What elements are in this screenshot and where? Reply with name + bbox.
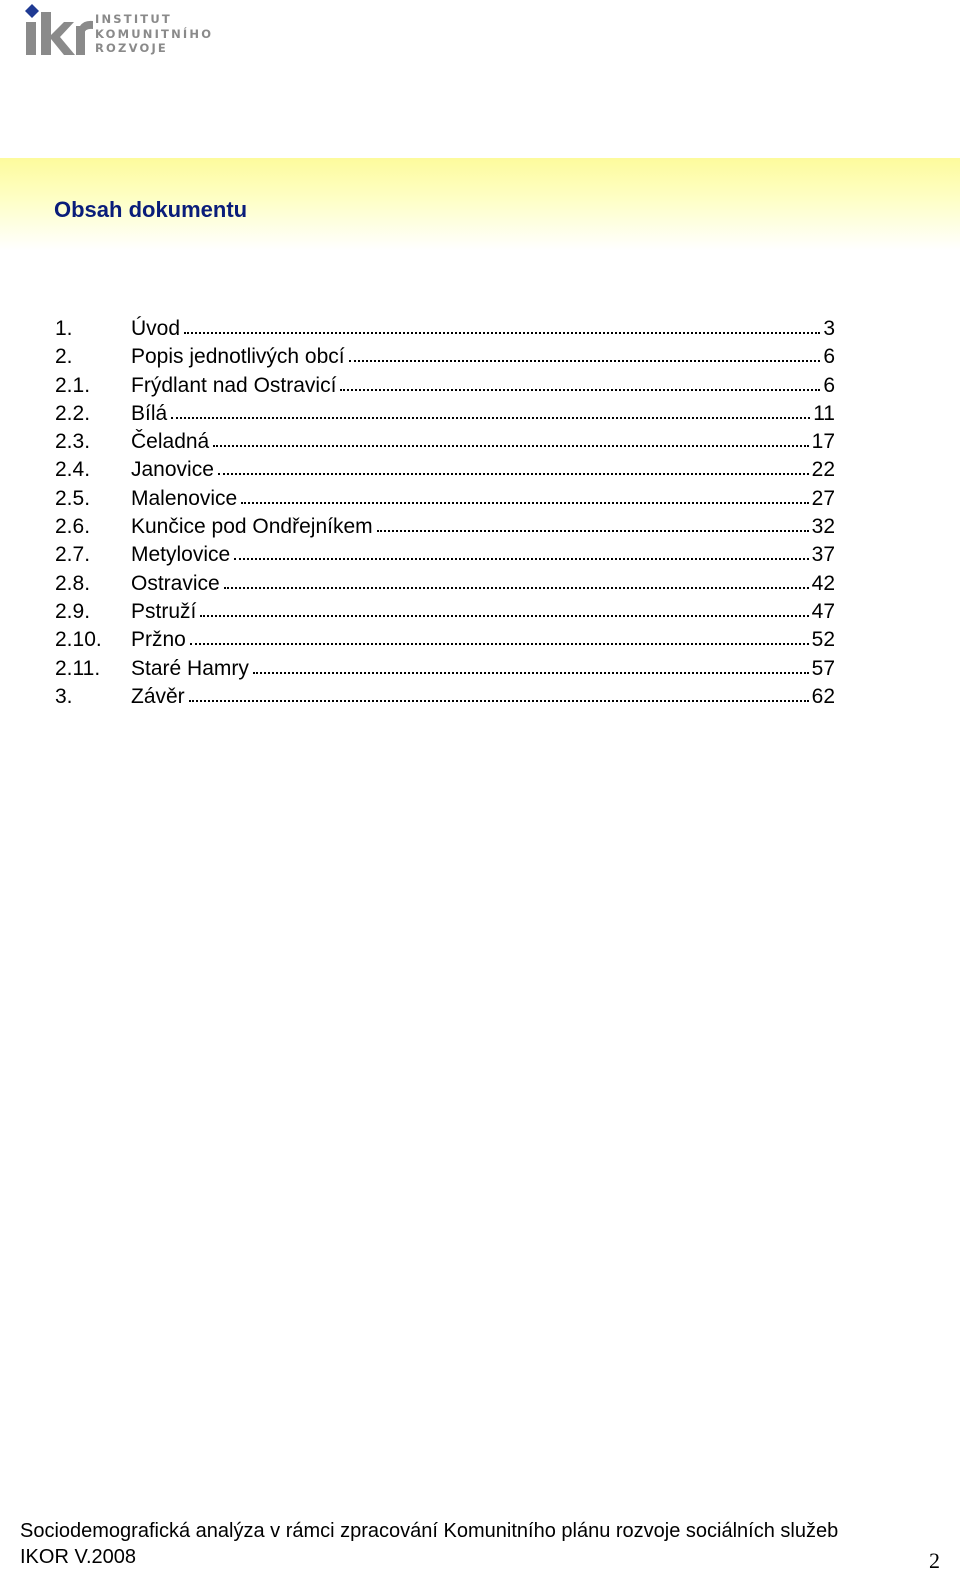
toc-entry-label[interactable]: Pržno — [131, 628, 186, 652]
toc-entry-number: 2.8. — [55, 571, 91, 595]
toc-entry-label[interactable]: Pstruží — [131, 599, 197, 623]
toc-entry[interactable] — [55, 600, 835, 628]
toc-dot-leader — [213, 445, 808, 447]
toc-entry-label[interactable]: Popis jednotlivých obcí — [131, 345, 345, 369]
footer-title: Sociodemografická analýza v rámci zpracování Komunitního plánu rozvoje sociálních služeb — [20, 1520, 839, 1542]
ikor-logo — [22, 4, 232, 62]
toc-dot-leader — [377, 530, 809, 532]
toc-entry-number: 2.10. — [55, 628, 102, 652]
toc-entry-number: 3. — [55, 684, 73, 708]
toc-entry-page[interactable]: 57 — [811, 656, 835, 680]
toc-entry-label[interactable]: Úvod — [131, 317, 181, 340]
logo-line-1: INSTITUT — [95, 12, 172, 26]
toc-entry-label[interactable]: Kunčice pod Ondřejníkem — [131, 515, 373, 539]
toc-entry-number: 2.5. — [55, 486, 91, 510]
toc-entry[interactable] — [55, 345, 835, 373]
toc-entry[interactable] — [55, 487, 835, 515]
toc-dot-leader — [218, 473, 809, 475]
table-of-contents — [55, 317, 835, 713]
toc-dot-leader — [234, 558, 808, 560]
toc-entry-number: 2. — [55, 345, 73, 369]
toc-entry-number: 2.9. — [55, 599, 91, 623]
toc-dot-leader — [184, 332, 820, 334]
toc-entry[interactable] — [55, 657, 835, 685]
page-number: 2 — [929, 1548, 940, 1573]
toc-entry-page[interactable]: 47 — [811, 599, 835, 623]
toc-entry[interactable] — [55, 317, 835, 345]
toc-entry-page[interactable]: 6 — [823, 373, 835, 397]
toc-entry-number: 2.1. — [55, 373, 91, 397]
logo-line-2: KOMUNITNÍHO — [95, 26, 214, 41]
toc-entry-number: 2.6. — [55, 515, 91, 539]
toc-entry-label[interactable]: Metylovice — [131, 543, 231, 567]
ikr-logo-mark-icon — [22, 4, 94, 62]
logo-wordmark — [95, 12, 213, 56]
toc-entry[interactable] — [55, 458, 835, 486]
toc-entry-page[interactable]: 27 — [811, 486, 835, 510]
toc-entry-label[interactable]: Bílá — [131, 401, 168, 425]
toc-entry-page[interactable]: 3 — [823, 317, 835, 340]
toc-entry-page[interactable]: 52 — [811, 628, 835, 652]
toc-entry-page[interactable]: 11 — [813, 401, 835, 425]
toc-entry[interactable] — [55, 374, 835, 402]
toc-dot-leader — [224, 587, 809, 589]
toc-entry-number: 2.11. — [55, 656, 101, 680]
toc-entry-page[interactable]: 6 — [823, 345, 835, 369]
toc-entry-number: 1. — [55, 317, 73, 340]
toc-entry-label[interactable]: Malenovice — [131, 486, 238, 510]
toc-entry[interactable] — [55, 515, 835, 543]
toc-entry[interactable] — [55, 430, 835, 458]
toc-entry-page[interactable]: 22 — [811, 458, 835, 482]
toc-dot-leader — [171, 417, 810, 419]
toc-entry[interactable] — [55, 402, 835, 430]
toc-entry-page[interactable]: 62 — [811, 684, 835, 708]
toc-dot-leader — [340, 389, 820, 391]
document-title: Obsah dokumentu — [54, 197, 248, 222]
toc-dot-leader — [189, 700, 809, 702]
toc-entry[interactable] — [55, 628, 835, 656]
logo-line-3: ROZVOJE — [95, 41, 168, 55]
toc-dot-leader — [253, 672, 809, 674]
toc-entry-page[interactable]: 37 — [811, 543, 835, 567]
toc-dot-leader — [349, 360, 821, 362]
toc-entry-page[interactable]: 42 — [811, 571, 835, 595]
toc-entry-label[interactable]: Janovice — [131, 458, 214, 482]
toc-dot-leader — [241, 502, 808, 504]
toc-entry-label[interactable]: Ostravice — [131, 571, 220, 595]
toc-entry[interactable] — [55, 572, 835, 600]
toc-entry-number: 2.2. — [55, 401, 91, 425]
toc-entry-page[interactable]: 17 — [811, 430, 835, 454]
toc-entry[interactable] — [55, 685, 835, 713]
toc-dot-leader — [190, 643, 809, 645]
toc-entry-label[interactable]: Závěr — [131, 684, 185, 708]
toc-entry-label[interactable]: Frýdlant nad Ostravicí — [131, 373, 337, 397]
toc-entry-number: 2.7. — [55, 543, 91, 567]
toc-entry-label[interactable]: Staré Hamry — [131, 656, 249, 680]
toc-entry-number: 2.3. — [55, 430, 91, 454]
footer-date: IKOR V.2008 — [20, 1546, 137, 1568]
toc-entry-number: 2.4. — [55, 458, 91, 482]
toc-dot-leader — [200, 615, 808, 617]
toc-entry-label[interactable]: Čeladná — [131, 430, 210, 454]
toc-entry-page[interactable]: 32 — [811, 515, 835, 539]
toc-entry[interactable] — [55, 543, 835, 571]
